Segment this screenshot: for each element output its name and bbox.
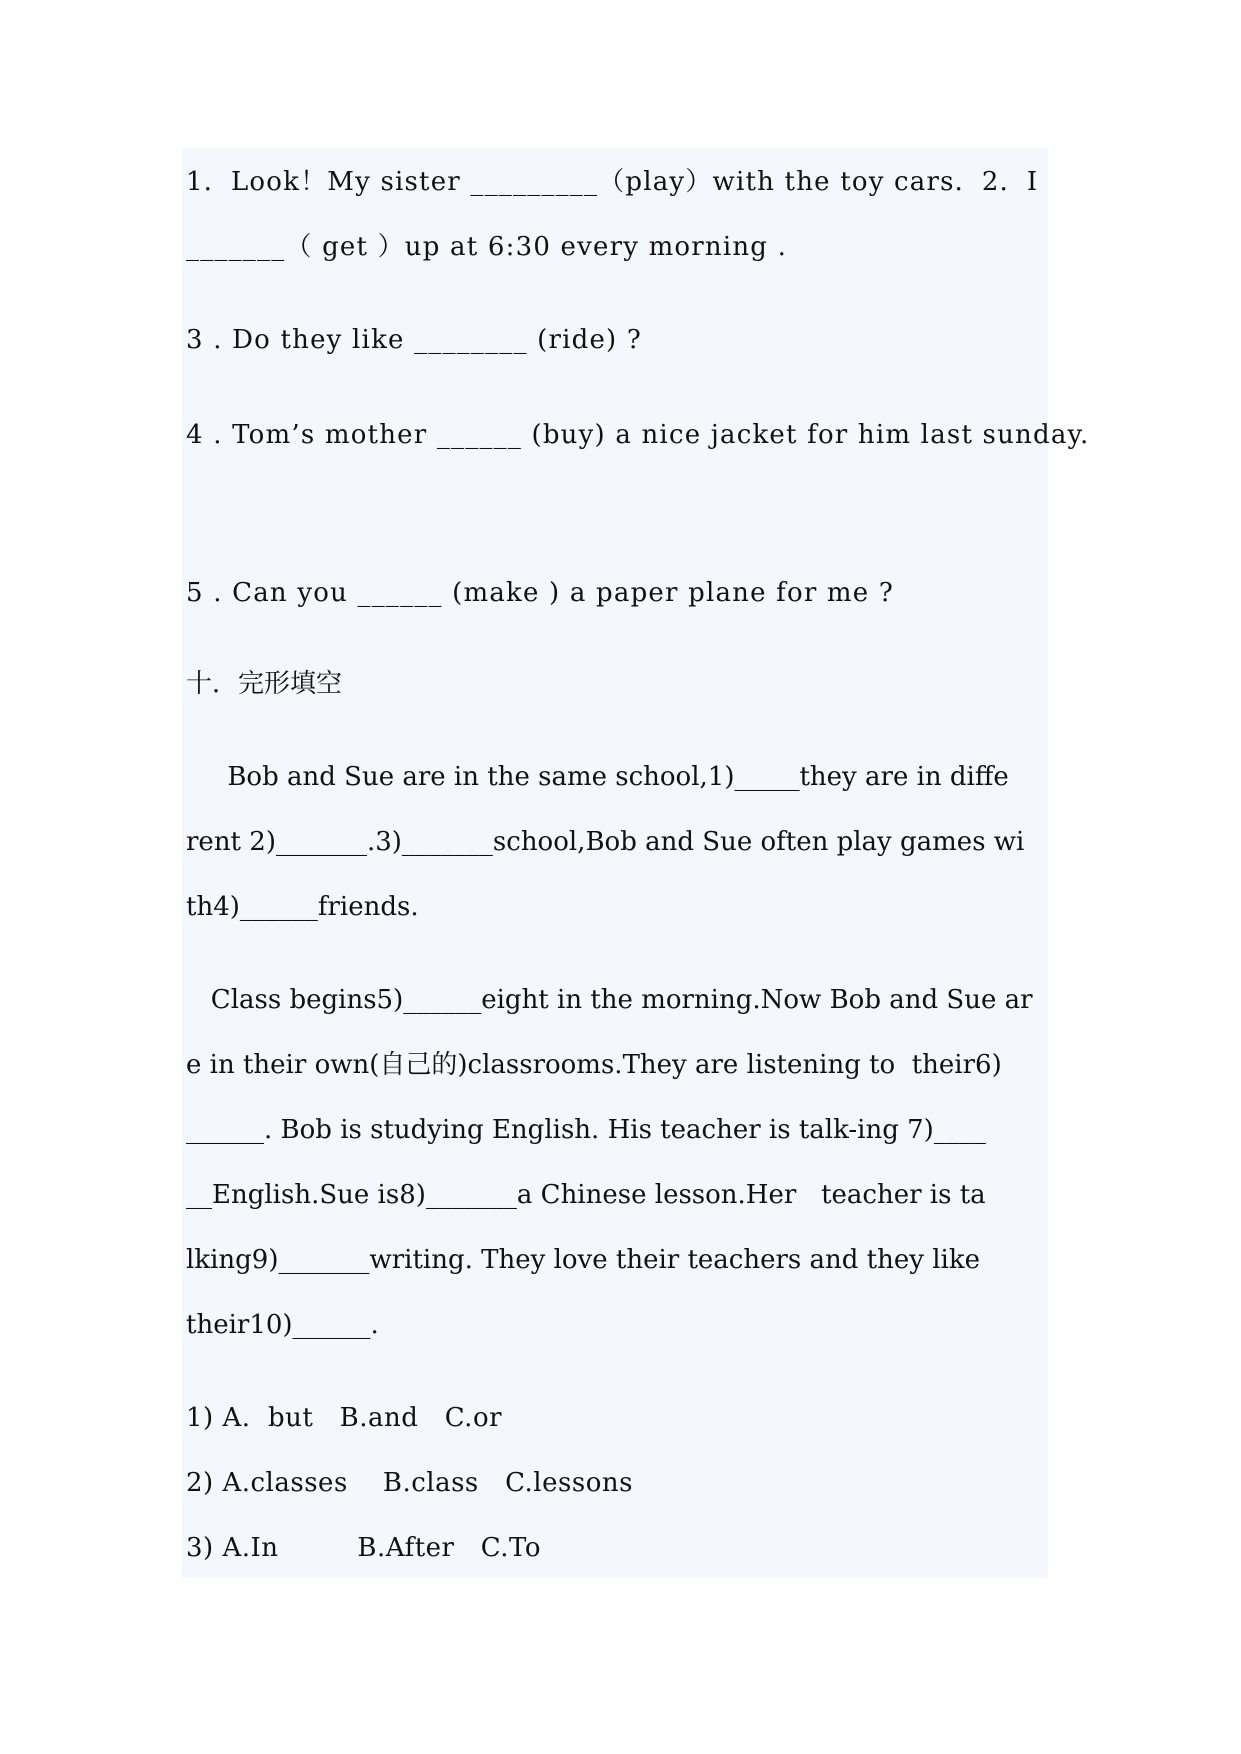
content-panel — [182, 148, 1048, 1578]
option-line-2: 2) A.classes B.class C.lessons — [186, 1468, 633, 1498]
question-4-line: 4 . Tom’s mother ______ (buy) a nice jacket for him last sunday. — [186, 420, 1090, 450]
question-3-line: 3 . Do they like ________ (ride) ? — [186, 325, 643, 355]
passage-line: ______. Bob is studying English. His teacher is talk-ing 7)____ — [186, 1115, 986, 1145]
passage-line: __English.Sue is8)_______a Chinese lesson.Her teacher is ta — [186, 1180, 986, 1210]
passage-line: th4)______friends. — [186, 892, 419, 922]
option-line-3: 3) A.In B.After C.To — [186, 1533, 541, 1563]
question-2-line: _______（ get ）up at 6:30 every morning . — [186, 232, 788, 262]
passage-line: rent 2)_______.3)_______school,Bob and Sue often play games wi — [186, 827, 1025, 857]
option-line-1: 1) A. but B.and C.or — [186, 1403, 503, 1433]
question-5-line: 5 . Can you ______ (make ) a paper plane for me ? — [186, 578, 894, 608]
passage-line: e in their own(自己的)classrooms.They are listening to their6) — [186, 1050, 1002, 1080]
section-heading: 十．完形填空 — [186, 669, 343, 699]
passage-line: Class begins5)______eight in the morning.Now Bob and Sue ar — [186, 985, 1033, 1015]
passage-line: lking9)_______writing. They love their teachers and they like — [186, 1245, 980, 1275]
passage-line: their10)______. — [186, 1310, 379, 1340]
question-1-2-line: 1．Look！My sister _________（play）with the toy cars．2．I — [186, 167, 1039, 197]
passage-line: Bob and Sue are in the same school,1)_____they are in diffe — [186, 762, 1009, 792]
